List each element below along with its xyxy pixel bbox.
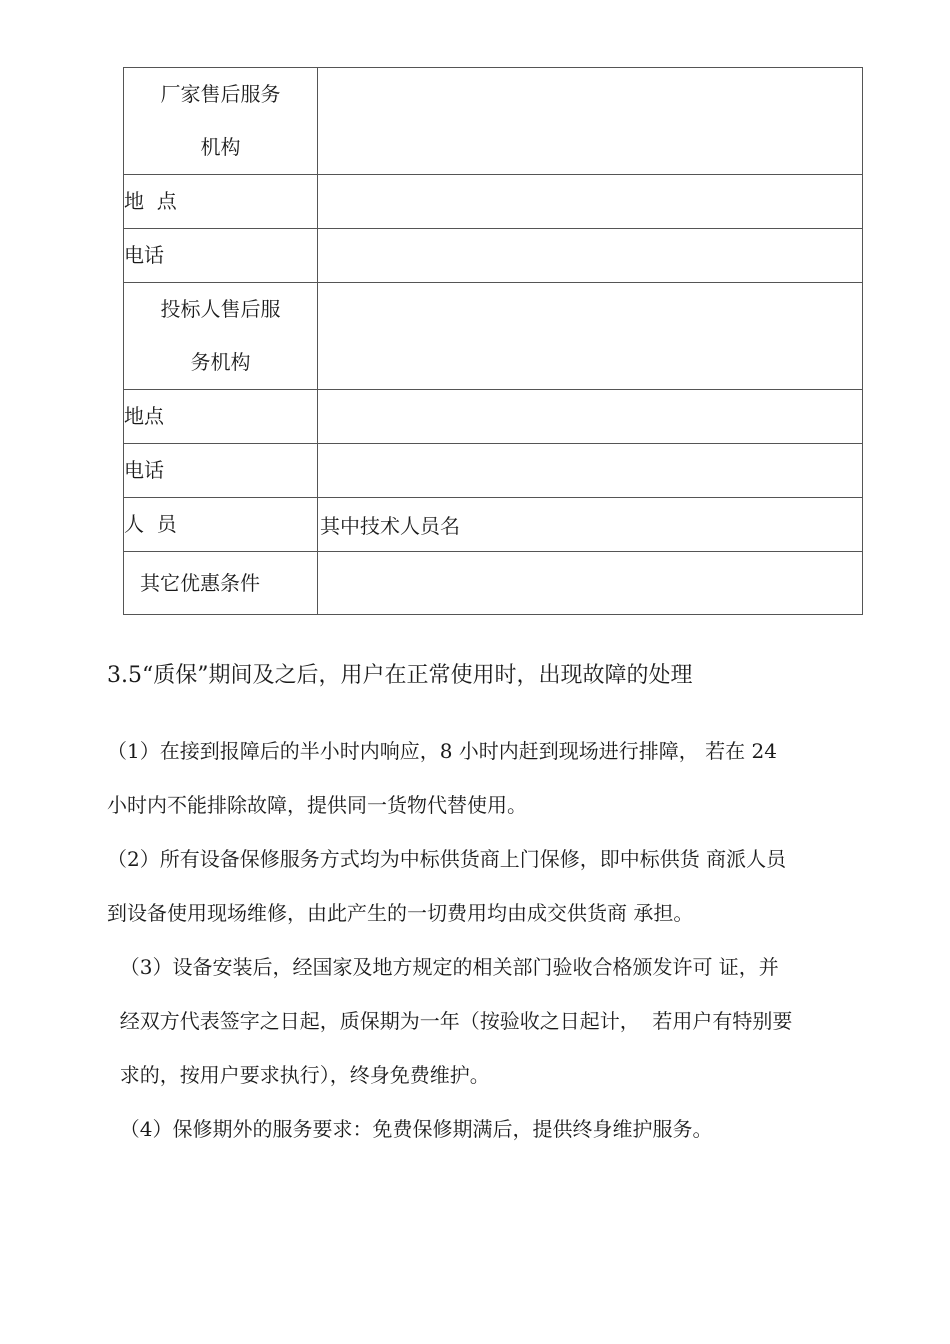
paragraph-line: 经双方代表签字之日起，质保期为一年（按验收之日起计， 若用户有特别要 (107, 1009, 793, 1033)
label-line: 投标人售后服 (160, 297, 281, 321)
label-line: 务机构 (190, 350, 251, 374)
table-row (124, 175, 863, 229)
table-row (124, 552, 863, 615)
paragraph-line: 小时内不能排除故障，提供同一货物代替使用。 (107, 793, 527, 817)
paragraph-line: （1）在接到报障后的半小时内响应，8 小时内赶到现场进行排障， 若在 24 (107, 739, 777, 763)
table-row (124, 229, 863, 283)
table-row (124, 68, 863, 175)
row-label (124, 498, 318, 552)
paragraph-line: 求的，按用户要求执行），终身免费维护。 (107, 1063, 490, 1087)
table-row (124, 283, 863, 390)
row-value (318, 283, 863, 390)
label-line: 机构 (200, 135, 241, 159)
row-label (124, 175, 318, 229)
label-line: 地点 (124, 404, 164, 428)
row-value (318, 175, 863, 229)
paragraph-line: 到设备使用现场维修，由此产生的一切费用均由成交供货商 承担。 (107, 901, 694, 925)
paragraph-item-4 (107, 1102, 887, 1156)
paragraph-item-1 (107, 724, 887, 832)
label-line: 厂家售后服务 (160, 82, 281, 106)
row-label (124, 68, 318, 175)
row-value (318, 552, 863, 615)
row-label (124, 444, 318, 498)
label-line: 地 点 (124, 189, 177, 213)
paragraph-item-2 (107, 832, 887, 940)
row-value (318, 444, 863, 498)
label-line: 其它优惠条件 (140, 570, 260, 595)
row-label (124, 390, 318, 444)
label-line: 电话 (124, 458, 164, 482)
row-value (318, 68, 863, 175)
paragraph-line: （3）设备安装后，经国家及地方规定的相关部门验收合格颁发许可 证，并 (107, 955, 779, 979)
row-label (124, 229, 318, 283)
paragraph-line: （4）保修期外的服务要求：免费保修期满后，提供终身维护服务。 (107, 1117, 713, 1141)
row-label (124, 283, 318, 390)
label-line: 电话 (124, 243, 164, 267)
label-line: 人 员 (124, 512, 177, 536)
service-info-table (123, 67, 863, 615)
section-heading: 3.5“质保”期间及之后，用户在正常使用时，出现故障的处理 (107, 663, 693, 688)
table-row (124, 498, 863, 552)
table-row (124, 390, 863, 444)
row-value (318, 390, 863, 444)
row-value (318, 229, 863, 283)
table-row (124, 444, 863, 498)
paragraph-line: （2）所有设备保修服务方式均为中标供货商上门保修，即中标供货 商派人员 (107, 847, 787, 871)
row-label (124, 552, 318, 615)
paragraph-item-3 (107, 940, 887, 1102)
row-value: 其中技术人员名 (318, 498, 863, 552)
